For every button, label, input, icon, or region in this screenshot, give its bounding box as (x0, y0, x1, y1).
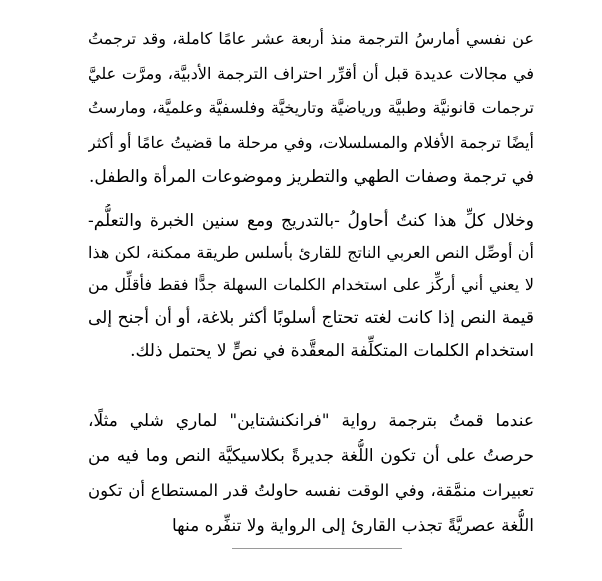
text-line: قيمة النص إذا كانت لغته تحتاج أسلوبًا أكثر بلاغة، أو أن أجنح إلى (88, 308, 534, 328)
text-line: أيضًا ترجمة الأفلام والمسلسلات، وفي مرحلة ما قضيتُ عامًا أو أكثر (88, 133, 534, 152)
text-line: أن أوصِّل النص العربي الناتج للقارئ بأسلس طريقة ممكنة، لكن هذا (88, 243, 534, 262)
text-line: لا يعني أني أركِّز على استخدام الكلمات السهلة جدًّا فقط فأقلِّل من (88, 275, 534, 294)
text-line: في ترجمة وصفات الطهي والتطريز وموضوعات المرأة والطفل. (89, 167, 534, 187)
text-line: عن نفسي أمارسُ الترجمة منذ أربعة عشر عامًا كاملة، وقد ترجمتُ (88, 29, 534, 48)
text-line: عندما قمتُ بترجمة رواية "فرانكنشتاين" لماري شلي مثلًا، (88, 411, 534, 431)
text-line: تعبيرات منمَّقة، وفي الوقت نفسه حاولتُ قدر المستطاع أن تكون (88, 481, 534, 500)
text-line: استخدام الكلمات المتكلِّفة المعقَّدة في نصٍّ لا يحتمل ذلك. (130, 341, 534, 361)
text-line: وخلال كلِّ هذا كنتُ أحاولُ -بالتدريج ومع سنين الخبرة والتعلُّم- (88, 211, 534, 231)
text-line: في مجالات عديدة قبل أن أقرِّر احتراف الترجمة الأدبيَّة، ومرَّت عليَّ (88, 64, 534, 83)
divider-line (232, 548, 402, 549)
text-line: اللُّغة عصريَّةً تجذب القارئ إلى الرواية ولا تنفِّره منها (171, 516, 534, 536)
text-line: حرصتُ على أن تكون اللُّغة جديرةً بكلاسيكيَّة النص وما فيه من (88, 446, 534, 466)
text-line: ترجمات قانونيَّة وطبيَّة ورياضيَّة وتاريخيَّة وفلسفيَّة وعلميَّة، ومارستُ (88, 98, 534, 117)
